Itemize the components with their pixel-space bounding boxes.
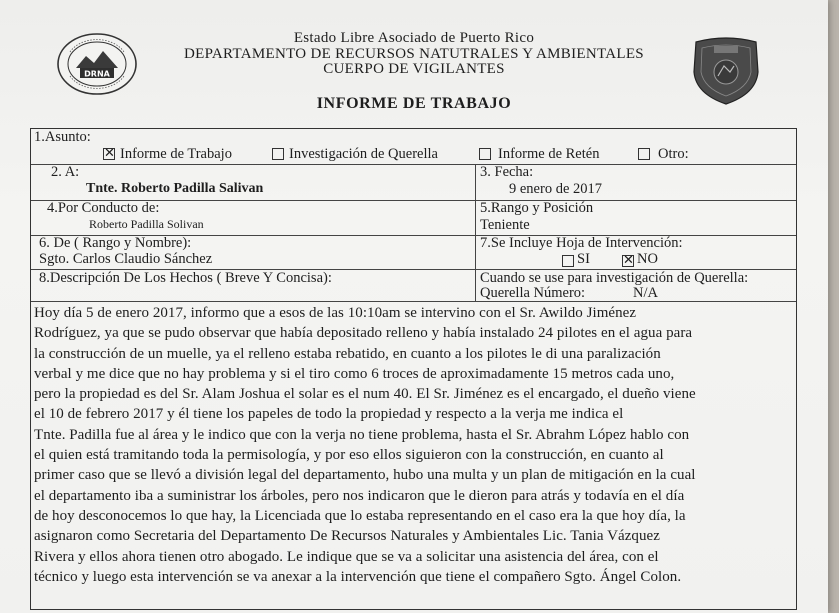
hoja-label: 7.Se Incluye Hoja de Intervención: <box>480 235 683 251</box>
checkbox-investigacion-querella[interactable] <box>272 148 284 160</box>
de-label: 6. De ( Rango y Nombre): <box>39 235 192 251</box>
querella-note: Cuando se use para investigación de Querella: <box>480 270 749 286</box>
narrative-line: la construcción de un muelle, ya el relleno estaba rebatido, en cuanto a los pilotes le di una paralización <box>34 345 661 362</box>
check-mark: ✕ <box>623 253 634 268</box>
narrative-line: de hoy desconocemos lo que hay, la Licenciada que lo estaba representando en el caso era la que hoy día, la <box>34 507 686 524</box>
narrative-line: asignaron como Secretaria del Departamento De Recursos Naturales y Ambientales Lic. Tania Vázquez <box>34 528 660 545</box>
querella-number-label: Querella Número: <box>480 285 586 301</box>
header-line-2: DEPARTAMENTO DE RECURSOS NATUTRALES Y AMBIENTALES <box>184 46 644 62</box>
report-form <box>30 128 797 610</box>
conducto-label: 4.Por Conducto de: <box>47 200 160 216</box>
descripcion-label: 8.Descripción De Los Hechos ( Breve Y Concisa): <box>39 270 332 286</box>
form-divider <box>31 164 796 165</box>
narrative-line: el departamento iba a suministrar los árboles, pero nos indicaron que le dieron para atrás y todavía en el día <box>34 487 685 504</box>
report-title: INFORME DE TRABAJO <box>316 95 512 112</box>
header-line-3: CUERPO DE VIGILANTES <box>323 61 505 77</box>
header-line-1: Estado Libre Asociado de Puerto Rico <box>293 30 535 46</box>
rango-label: 5.Rango y Posición <box>480 200 594 216</box>
rango-value: Teniente <box>480 217 530 233</box>
narrative-line: pero la propiedad es del Sr. Alam Joshua el solar es el num 40. El Sr. Jiménez es el encargado, el dueño viene <box>34 386 696 403</box>
a-value: Tnte. Roberto Padilla Salivan <box>86 181 264 196</box>
narrative-line: Rodríguez, ya que se pudo observar que había depositado relleno y había instalado 24 pilotes en el agua para <box>34 325 693 342</box>
narrative-line: Hoy día 5 de enero 2017, informo que a esos de las 10:10am se intervino con el Sr. Awildo Jiménez <box>34 305 637 321</box>
de-value: Sgto. Carlos Claudio Sánchez <box>39 251 213 267</box>
option-informe-reten-label: Informe de Retén <box>498 146 600 162</box>
narrative-text <box>34 303 794 587</box>
option-otro-label: Otro: <box>658 146 689 162</box>
narrative-line: primer caso que se llevó a división legal del departamento, hubo una multa y un plan de mitigación en la cual <box>34 467 696 484</box>
form-column-divider <box>475 164 476 301</box>
narrative-line: el quien está tramitando toda la permisología, y por eso ellos siguieron con la construcción, en cuanto al <box>34 447 664 464</box>
narrative-line: verbal y me dice que no hay problema y si el tiro como 6 troces de aproximadamente 15 metros cada uno, <box>34 365 675 382</box>
checkbox-hoja-no[interactable] <box>622 255 634 267</box>
checkbox-informe-reten[interactable] <box>479 148 491 160</box>
check-mark: ✕ <box>104 146 115 161</box>
checkbox-hoja-si[interactable] <box>562 255 574 267</box>
narrative-line: técnico y luego esta intervención se va anexar a la intervención que tiene el compañero Sgto. Ángel Colon. <box>34 568 682 585</box>
svg-text:DRNA: DRNA <box>84 69 110 79</box>
narrative-line: Rivera y ellos ahora tienen otro abogado. Le indique que se va a solicitar una asistencia del área, con el <box>34 548 659 565</box>
checkbox-otro[interactable] <box>638 148 650 160</box>
conducto-value: Roberto Padilla Solivan <box>89 217 204 231</box>
fecha-value: 9 enero de 2017 <box>509 181 603 197</box>
option-investigacion-querella-label: Investigación de Querella <box>289 146 438 162</box>
hoja-si-label: SI <box>577 251 590 267</box>
hoja-no-label: NO <box>637 251 658 267</box>
a-label: 2. A: <box>51 164 80 180</box>
narrative-line: Tnte. Padilla fue al área y le indico que con la verja no tiene problema, hasta el Sr. Abrahm López hablo con <box>34 426 690 443</box>
narrative-line: el 10 de febrero 2017 y él tiene los papeles de todo la propiedad y respecto a la verja me indica el <box>34 406 624 423</box>
option-informe-trabajo-label: Informe de Trabajo <box>120 146 232 162</box>
asunto-label: 1.Asunto: <box>34 129 91 145</box>
checkbox-informe-trabajo[interactable] <box>103 148 115 160</box>
querella-number-value: N/A <box>633 285 658 301</box>
form-divider <box>31 301 796 302</box>
fecha-label: 3. Fecha: <box>480 164 534 180</box>
